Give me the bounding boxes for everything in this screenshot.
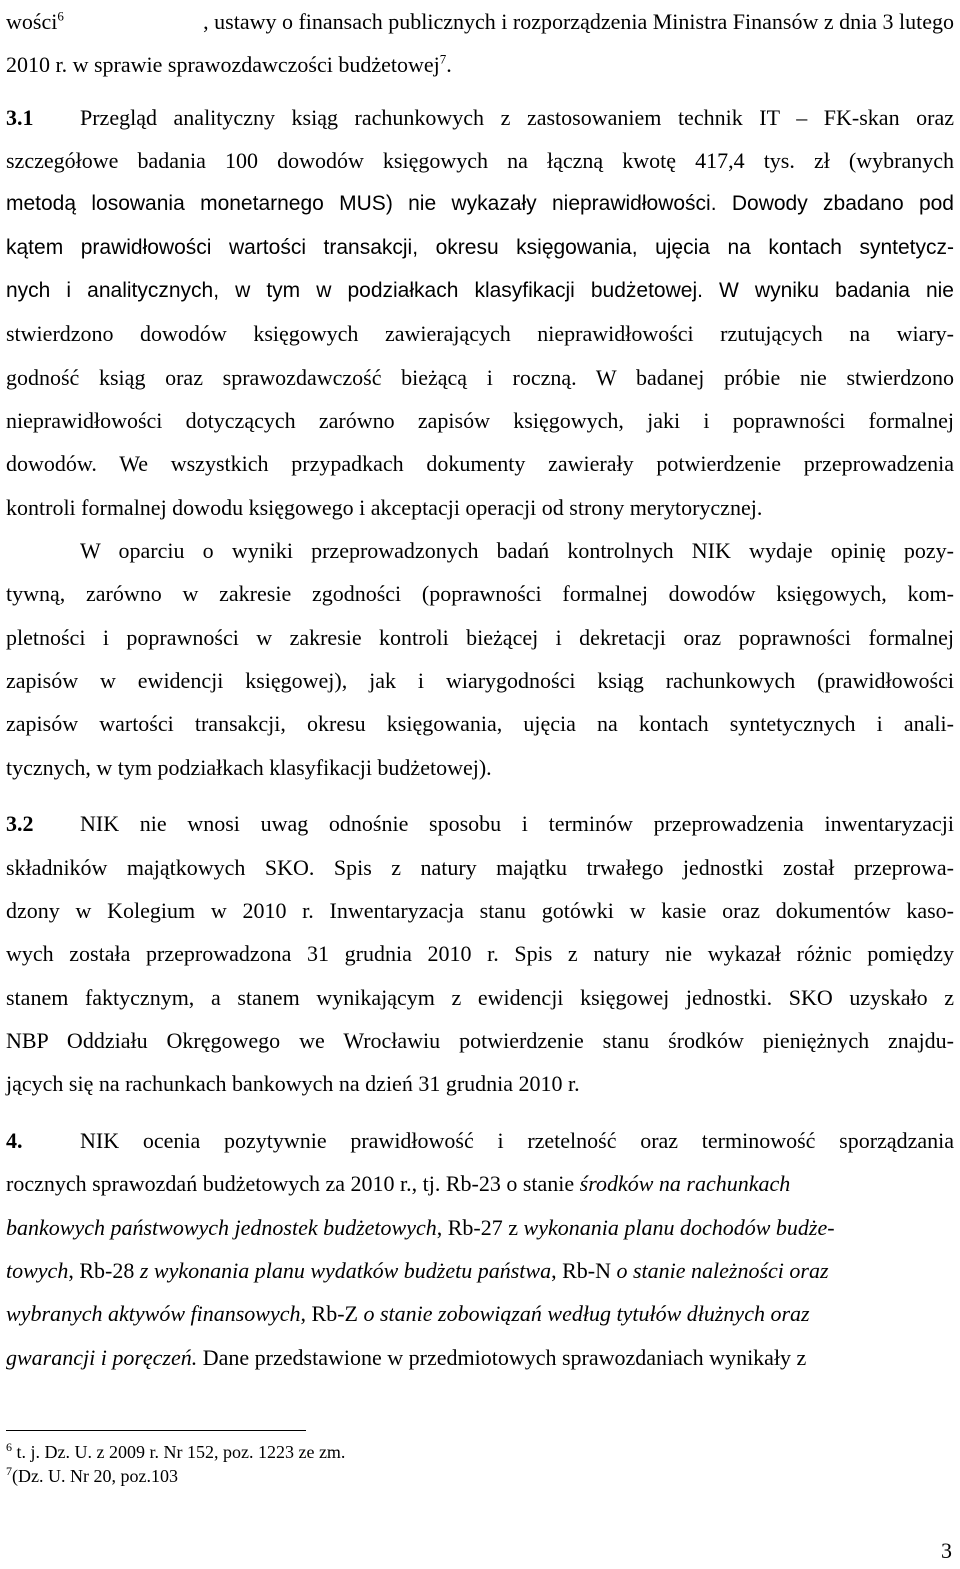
text-line bbox=[6, 1019, 954, 1063]
text-fragment: jących się na rachunkach bankowych na dzień 31 grudnia 2010 r. bbox=[6, 1071, 580, 1096]
text-fragment: kątem prawidłowości wartości transakcji, okresu księgowania, ujęcia na kontach syntetycz- bbox=[6, 236, 954, 259]
text-line bbox=[6, 746, 954, 790]
italic-fragment: o stanie zobowiązań według tytułów dłużnych oraz bbox=[363, 1301, 810, 1326]
text-line bbox=[6, 442, 954, 486]
italic-fragment: bankowych państwowych jednostek budżetowych bbox=[6, 1215, 437, 1240]
italic-fragment: z wykonania planu wydatków budżetu państwa bbox=[139, 1258, 552, 1283]
text-fragment: 2010 r. w sprawie sprawozdawczości budżetowej bbox=[6, 52, 440, 77]
text-line bbox=[6, 1292, 954, 1336]
text-line bbox=[6, 1206, 954, 1250]
text-line bbox=[6, 976, 954, 1020]
text-line bbox=[6, 312, 954, 356]
text-fragment: nych i analitycznych, w tym w podziałkach klasyfikacji budżetowej. W wyniku badania nie bbox=[6, 279, 954, 302]
footnote-mark: 7 bbox=[6, 1464, 12, 1478]
text-line bbox=[6, 1249, 954, 1293]
text-fragment: wych została przeprowadzona 31 grudnia 2010 r. Spis z natury nie wykazał różnic pomiędzy bbox=[6, 941, 954, 966]
text-fragment: stwierdzono dowodów księgowych zawierających nieprawidłowości rzutujących na wiary- bbox=[6, 321, 954, 346]
text-fragment: NIK ocenia pozytywnie prawidłowość i rzetelność oraz terminowość sporządzania bbox=[80, 1128, 954, 1153]
text-line bbox=[6, 1062, 954, 1106]
text-fragment: zapisów w ewidencji księgowej), jak i wiarygodności ksiąg rachunkowych (prawidłowości bbox=[6, 668, 954, 693]
text-line bbox=[6, 846, 954, 890]
italic-fragment: wybranych aktywów finansowych bbox=[6, 1301, 301, 1326]
text-fragment: , Rb-Z bbox=[300, 1301, 364, 1326]
text-line bbox=[6, 702, 954, 746]
text-fragment: , Rb-27 z bbox=[436, 1215, 524, 1240]
text-line bbox=[6, 1162, 954, 1206]
section-heading-line bbox=[6, 96, 954, 140]
footnote bbox=[6, 1441, 345, 1463]
text-fragment: metodą losowania monetarnego MUS) nie wykazały nieprawidłowości. Dowody zbadano pod bbox=[6, 192, 954, 215]
text-fragment: W oparciu o wyniki przeprowadzonych badań kontrolnych NIK wydaje opinię pozy- bbox=[80, 538, 954, 563]
footnote-divider bbox=[6, 1430, 306, 1431]
text-line bbox=[6, 659, 954, 703]
text-line bbox=[6, 139, 954, 183]
text-line bbox=[6, 572, 954, 616]
text-line bbox=[6, 0, 954, 44]
page-number: 3 bbox=[941, 1538, 952, 1563]
text-fragment: składników majątkowych SKO. Spis z natury majątku trwałego jednostki został przeprowa- bbox=[6, 855, 954, 880]
footnote-text: (Dz. U. Nr 20, poz.103 bbox=[12, 1466, 178, 1486]
footnote-ref: 6 bbox=[57, 8, 64, 24]
text-fragment: Przegląd analityczny ksiąg rachunkowych z zastosowaniem technik IT – FK-skan oraz bbox=[80, 105, 954, 130]
text-line bbox=[6, 889, 954, 933]
section-number: 3.2 bbox=[6, 811, 34, 836]
text-fragment: rocznych sprawozdań budżetowych za 2010 r., tj. Rb-23 o stanie bbox=[6, 1171, 580, 1196]
italic-fragment: środków na rachunkach bbox=[579, 1171, 791, 1196]
text-fragment: dzony w Kolegium w 2010 r. Inwentaryzacja stanu gotówki w kasie oraz dokumentów kaso- bbox=[6, 898, 954, 923]
italic-fragment: o stanie należności oraz bbox=[616, 1258, 829, 1283]
italic-fragment: towych bbox=[6, 1258, 69, 1283]
text-fragment: godność ksiąg oraz sprawozdawczość bieżącą i roczną. W badanej próbie nie stwierdzono bbox=[6, 365, 954, 390]
text-line bbox=[6, 43, 954, 87]
section-heading-line bbox=[6, 802, 954, 846]
text-line bbox=[6, 356, 954, 400]
section-number: 3.1 bbox=[6, 105, 34, 130]
text-fragment: szczegółowe badania 100 dowodów księgowych na łączną kwotę 417,4 tys. zł (wybranych bbox=[6, 148, 954, 173]
text-line bbox=[6, 399, 954, 443]
text-line bbox=[80, 529, 954, 573]
text-fragment: . bbox=[446, 52, 452, 77]
text-fragment: stanem faktycznym, a stanem wynikającym z ewidencji księgowej jednostki. SKO uzyskało z bbox=[6, 985, 954, 1010]
footnote-ref: 7 bbox=[439, 51, 447, 67]
text-fragment: zapisów wartości transakcji, okresu księgowania, ujęcia na kontach syntetycznych i anali- bbox=[6, 711, 954, 736]
text-fragment: NIK nie wnosi uwag odnośnie sposobu i terminów przeprowadzenia inwentaryzacji bbox=[80, 811, 954, 836]
footnote-mark: 6 bbox=[6, 1440, 12, 1454]
text-fragment: , Rb-28 bbox=[68, 1258, 140, 1283]
text-line bbox=[6, 269, 954, 313]
footnote bbox=[6, 1465, 178, 1487]
text-line bbox=[6, 932, 954, 976]
text-fragment: , Rb-N bbox=[551, 1258, 617, 1283]
text-fragment: pletności i poprawności w zakresie kontroli bieżącej i dekretacji oraz poprawności formalnej bbox=[6, 625, 954, 650]
text-fragment: wości bbox=[6, 9, 58, 34]
text-line bbox=[6, 1336, 954, 1380]
text-fragment: dowodów. We wszystkich przypadkach dokumenty zawierały potwierdzenie przeprowadzenia bbox=[6, 451, 954, 476]
italic-fragment: wykonania planu dochodów budże- bbox=[523, 1215, 835, 1240]
text-line bbox=[6, 616, 954, 660]
text-fragment: , ustawy o finansach publicznych i rozporządzenia Ministra Finansów z dnia 3 lutego bbox=[203, 9, 954, 34]
text-fragment: tywną, zarówno w zakresie zgodności (poprawności formalnej dowodów księgowych, kom- bbox=[6, 581, 954, 606]
text-line bbox=[6, 226, 954, 270]
footnote-text: t. j. Dz. U. z 2009 r. Nr 152, poz. 1223 ze zm. bbox=[12, 1442, 346, 1462]
text-line bbox=[6, 486, 954, 530]
text-fragment: NBP Oddziału Okręgowego we Wrocławiu potwierdzenie stanu środków pieniężnych znajdu- bbox=[6, 1028, 954, 1053]
section-heading-line bbox=[6, 1119, 954, 1163]
italic-fragment: gwarancji i poręczeń. bbox=[6, 1345, 198, 1370]
text-fragment: nieprawidłowości dotyczących zarówno zapisów księgowych, jaki i poprawności formalnej bbox=[6, 408, 954, 433]
text-fragment: tycznych, w tym podziałkach klasyfikacji budżetowej). bbox=[6, 755, 492, 780]
section-number: 4. bbox=[6, 1128, 23, 1153]
text-fragment: kontroli formalnej dowodu księgowego i akceptacji operacji od strony merytorycznej. bbox=[6, 495, 763, 520]
text-line bbox=[6, 182, 954, 226]
text-fragment: Dane przedstawione w przedmiotowych sprawozdaniach wynikały z bbox=[197, 1345, 807, 1370]
